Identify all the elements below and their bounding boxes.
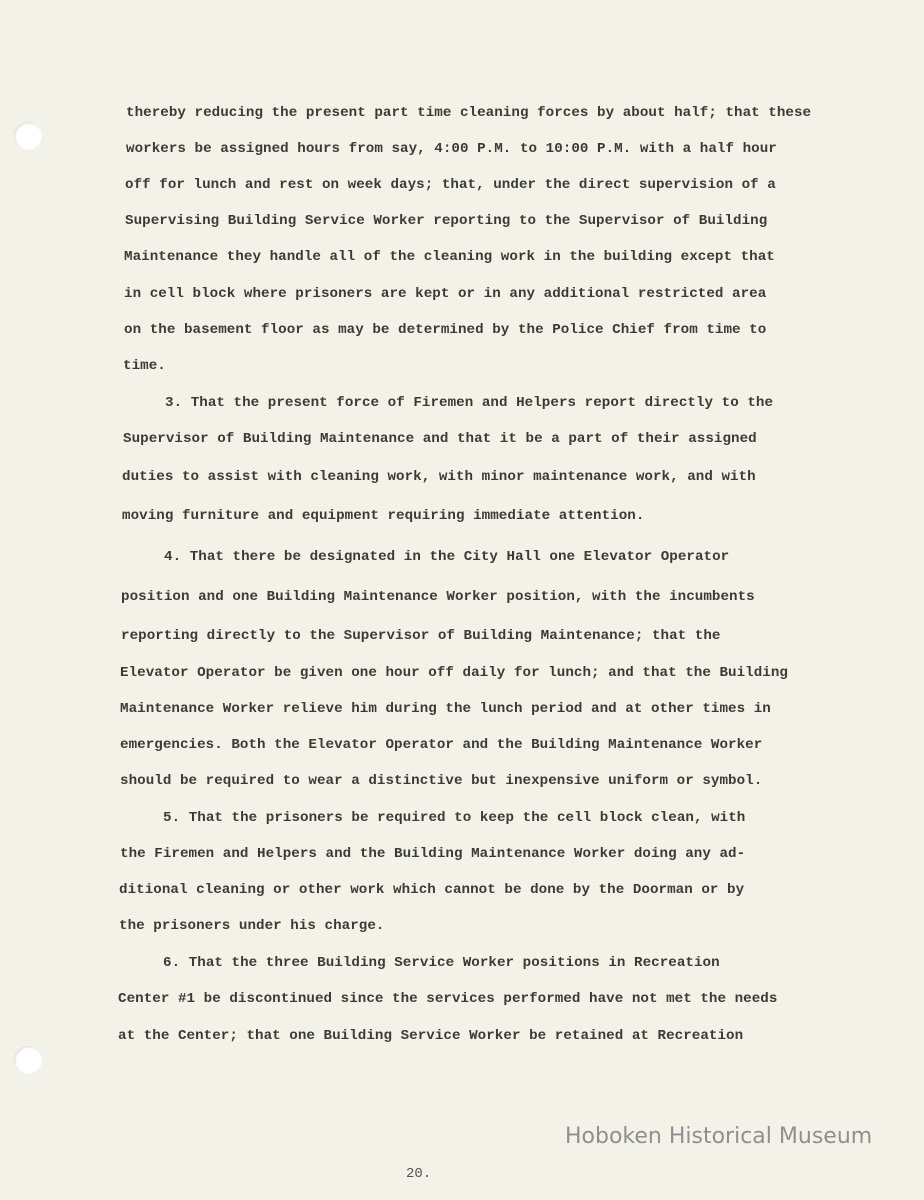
text-line: the prisoners under his charge. (119, 918, 385, 934)
text-line: should be required to wear a distinctive but inexpensive uniform or symbol. (120, 773, 763, 789)
text-line: Maintenance Worker relieve him during the lunch period and at other times in (120, 701, 771, 717)
museum-watermark: Hoboken Historical Museum (565, 1124, 873, 1149)
text-line: Maintenance they handle all of the cleaning work in the building except that (124, 249, 775, 265)
paragraph-5-start: 5. That the prisoners be required to keep the cell block clean, with (163, 810, 746, 826)
text-line: position and one Building Maintenance Worker position, with the incumbents (121, 589, 755, 605)
text-line: Elevator Operator be given one hour off daily for lunch; and that the Building (120, 665, 788, 681)
text-line: in cell block where prisoners are kept or in any additional restricted area (124, 286, 767, 302)
paragraph-3-start: 3. That the present force of Firemen and Helpers report directly to the (165, 395, 774, 411)
text-line: workers be assigned hours from say, 4:00 P.M. to 10:00 P.M. with a half hour (126, 141, 777, 157)
paragraph-6-start: 6. That the three Building Service Worker positions in Recreation (163, 955, 720, 971)
punch-hole (14, 122, 42, 150)
punch-hole (14, 1046, 42, 1074)
text-line: moving furniture and equipment requiring immediate attention. (122, 508, 645, 524)
text-line: on the basement floor as may be determined by the Police Chief from time to (124, 322, 767, 338)
paragraph-4-start: 4. That there be designated in the City Hall one Elevator Operator (164, 549, 730, 565)
text-line: reporting directly to the Supervisor of Building Maintenance; that the (121, 628, 721, 644)
text-line: off for lunch and rest on week days; that, under the direct supervision of a (125, 177, 776, 193)
text-line: Supervisor of Building Maintenance and that it be a part of their assigned (123, 431, 757, 447)
text-line: time. (123, 358, 166, 374)
text-line: duties to assist with cleaning work, with minor maintenance work, and with (122, 469, 756, 485)
text-line: thereby reducing the present part time cleaning forces by about half; that these (126, 105, 812, 121)
text-line: at the Center; that one Building Service Worker be retained at Recreation (118, 1028, 744, 1044)
text-line: Supervising Building Service Worker reporting to the Supervisor of Building (125, 213, 768, 229)
text-line: the Firemen and Helpers and the Building Maintenance Worker doing any ad- (120, 846, 746, 862)
text-line: emergencies. Both the Elevator Operator and the Building Maintenance Worker (120, 737, 763, 753)
page-number: 20. (406, 1166, 432, 1182)
text-line: Center #1 be discontinued since the services performed have not met the needs (118, 991, 778, 1007)
text-line: ditional cleaning or other work which cannot be done by the Doorman or by (119, 882, 745, 898)
